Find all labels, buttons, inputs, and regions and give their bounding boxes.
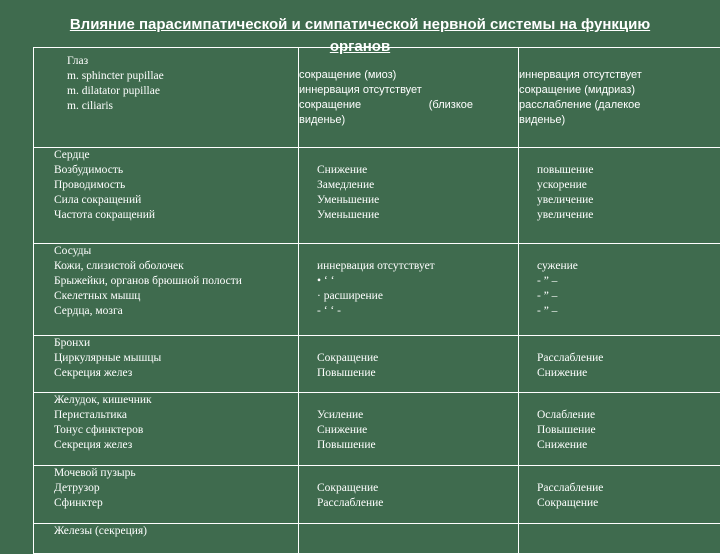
effect-line: Уменьшение xyxy=(317,208,518,223)
organ-line: Секреция желез xyxy=(54,438,298,453)
sympathetic-cell xyxy=(519,244,720,336)
organ-line: Желудок, кишечник xyxy=(54,393,298,408)
organ-line: m. sphincter pupillae xyxy=(67,69,298,84)
effect-line: - ” – xyxy=(537,304,720,319)
organ-cell xyxy=(34,524,299,554)
organ-line: Перистальтика xyxy=(54,408,298,423)
effect-line: Расслабление xyxy=(317,496,518,511)
sympathetic-cell xyxy=(519,393,720,466)
effect-line: Сокращение xyxy=(317,481,518,496)
organ-line: Проводимость xyxy=(54,178,298,193)
organ-line: Скелетных мышц xyxy=(54,289,298,304)
organ-line: Мочевой пузырь xyxy=(54,466,298,481)
effect-line: Снижение xyxy=(317,163,518,178)
effect-line: сокращение (миоз) xyxy=(299,68,518,83)
table-row-bladder xyxy=(34,466,720,524)
effect-line: сужение xyxy=(537,259,720,274)
parasympathetic-cell xyxy=(299,148,519,244)
sympathetic-cell xyxy=(519,336,720,393)
effect-line: иннервация отсутствует xyxy=(519,68,720,83)
parasympathetic-cell xyxy=(299,466,519,524)
organ-line: Глаз xyxy=(67,54,298,69)
parasympathetic-cell xyxy=(299,336,519,393)
effect-line: Ослабление xyxy=(537,408,720,423)
table-row-stomach xyxy=(34,393,720,466)
effect-line: сокращение (мидриаз) xyxy=(519,83,720,98)
organ-cell xyxy=(34,148,299,244)
organ-line: Сфинктер xyxy=(54,496,298,511)
organ-function-table xyxy=(33,47,720,554)
effect-line: Снижение xyxy=(537,366,720,381)
effect-line: Повышение xyxy=(537,423,720,438)
effect-line: повышение xyxy=(537,163,720,178)
organ-line: Сосуды xyxy=(54,244,298,259)
organ-line: Тонус сфинктеров xyxy=(54,423,298,438)
effect-line: Сокращение xyxy=(317,351,518,366)
sympathetic-cell xyxy=(519,48,720,148)
organ-line: Сила сокращений xyxy=(54,193,298,208)
effect-line: - ‘ ‘ - xyxy=(317,304,518,319)
organ-line: Сердца, мозга xyxy=(54,304,298,319)
effect-line: • ‘ ‘ xyxy=(317,274,518,289)
organ-line: Детрузор xyxy=(54,481,298,496)
parasympathetic-cell xyxy=(299,48,519,148)
organ-cell xyxy=(34,393,299,466)
organ-line: Кожи, слизистой оболочек xyxy=(54,259,298,274)
effect-line: Замедление xyxy=(317,178,518,193)
effect-line: ускорение xyxy=(537,178,720,193)
organ-cell xyxy=(34,466,299,524)
table-row-vessels xyxy=(34,244,720,336)
effect-line: иннервация отсутствует xyxy=(317,259,518,274)
effect-line: расслабление (далекое xyxy=(519,98,720,113)
effect-line: Повышение xyxy=(317,438,518,453)
effect-line: Уменьшение xyxy=(317,193,518,208)
organ-line: m. ciliaris xyxy=(67,99,298,114)
effect-line: Расслабление xyxy=(537,351,720,366)
organ-line: Бронхи xyxy=(54,336,298,351)
parasympathetic-cell xyxy=(299,244,519,336)
organ-line: Циркулярные мышцы xyxy=(54,351,298,366)
effect-line: увеличение xyxy=(537,208,720,223)
effect-line: Сокращение xyxy=(537,496,720,511)
effect-line: Расслабление xyxy=(537,481,720,496)
table-row-glands xyxy=(34,524,720,554)
effect-line: иннервация отсутствует xyxy=(299,83,518,98)
effect-line: · расширение xyxy=(317,289,518,304)
effect-line: Повышение xyxy=(317,366,518,381)
organ-line: Брыжейки, органов брюшной полости xyxy=(54,274,298,289)
table-row-heart xyxy=(34,148,720,244)
effect-line: - ” – xyxy=(537,274,720,289)
organ-line: m. dilatator pupillae xyxy=(67,84,298,99)
effect-line: виденье) xyxy=(519,113,720,128)
parasympathetic-cell xyxy=(299,524,519,554)
organ-cell xyxy=(34,336,299,393)
organ-line: Возбудимость xyxy=(54,163,298,178)
organ-cell xyxy=(34,48,299,148)
sympathetic-cell xyxy=(519,524,720,554)
organ-cell xyxy=(34,244,299,336)
effect-line: Снижение xyxy=(317,423,518,438)
effect-line: увеличение xyxy=(537,193,720,208)
effect-line: Снижение xyxy=(537,438,720,453)
page-title: Влияние парасимпатической и симпатической нервной системы на функцию органов xyxy=(40,14,680,58)
organ-line: Секреция желез xyxy=(54,366,298,381)
sympathetic-cell xyxy=(519,148,720,244)
organ-line: Сердце xyxy=(54,148,298,163)
parasympathetic-cell xyxy=(299,393,519,466)
effect-line: сокращение (близкое xyxy=(299,98,473,113)
organ-line: Частота сокращений xyxy=(54,208,298,223)
table-row-eye xyxy=(34,48,720,148)
effect-line: - ” – xyxy=(537,289,720,304)
organ-line: Железы (секреция) xyxy=(54,524,298,539)
effect-line: виденье) xyxy=(299,113,518,128)
table-row-bronchi xyxy=(34,336,720,393)
effect-line: Усиление xyxy=(317,408,518,423)
sympathetic-cell xyxy=(519,466,720,524)
